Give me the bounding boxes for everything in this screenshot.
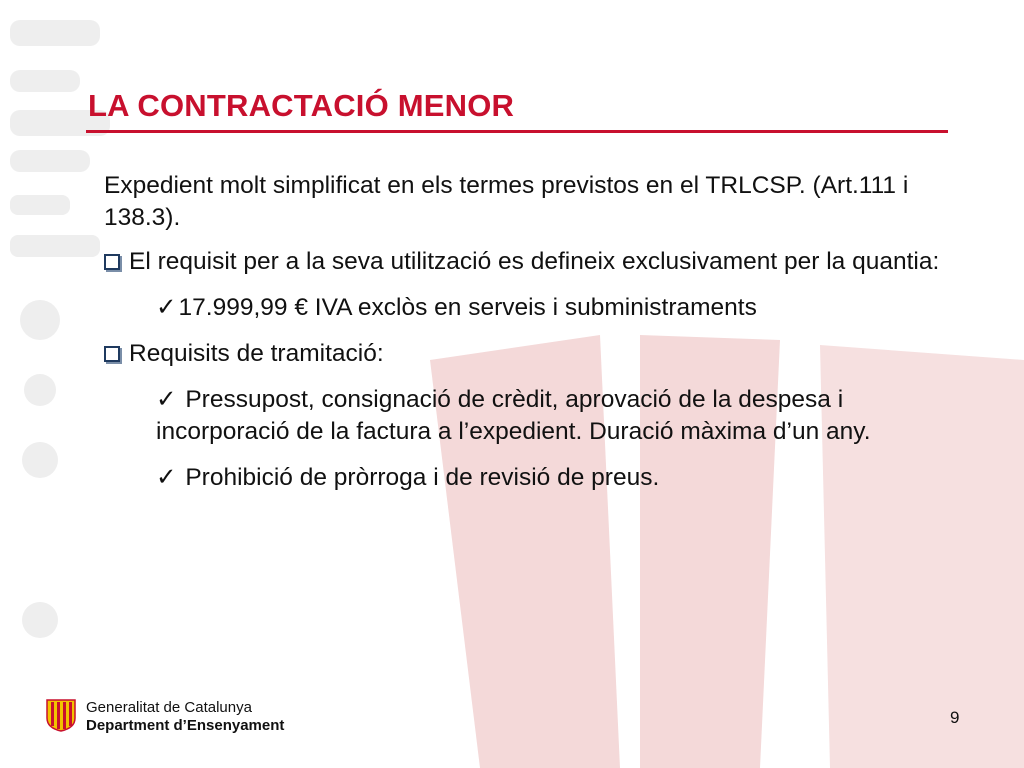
sub-bullet-text: 17.999,99 € IVA exclòs en serveis i subministraments bbox=[178, 294, 757, 321]
intro-paragraph: Expedient molt simplificat en els termes previstos en el TRLCSP. (Art.111 i 138.3). bbox=[104, 172, 909, 231]
sub-bullet-budget bbox=[156, 384, 964, 448]
footer-organization bbox=[86, 699, 284, 735]
org-name: Generalitat de Catalunya bbox=[86, 699, 252, 716]
checkmark-icon: ✓ bbox=[156, 386, 177, 413]
checkbox-bullet-icon bbox=[104, 346, 120, 362]
generalitat-logo-icon bbox=[45, 698, 77, 732]
slide-title: LA CONTRACTACIÓ MENOR bbox=[88, 88, 515, 123]
bullet-text: El requisit per a la seva utilització es defineix exclusivament per la quantia: bbox=[129, 248, 940, 275]
sub-bullet-threshold bbox=[156, 292, 964, 324]
bullet-quantity-requirement bbox=[104, 246, 964, 278]
sub-bullet-text: Pressupost, consignació de crèdit, aprovació de la despesa i incorporació de la factura a l’expedient. Duració màxima d’un any. bbox=[156, 386, 871, 445]
title-divider bbox=[86, 130, 948, 133]
page-number: 9 bbox=[950, 708, 960, 727]
sub-bullet-extension bbox=[156, 462, 964, 494]
checkbox-bullet-icon bbox=[104, 254, 120, 270]
department-name: Department d’Ensenyament bbox=[86, 717, 285, 734]
slide-content bbox=[104, 170, 964, 494]
bullet-processing-requirements bbox=[104, 338, 964, 370]
bullet-text: Requisits de tramitació: bbox=[129, 340, 384, 367]
checkmark-icon: ✓ bbox=[156, 294, 177, 321]
checkmark-icon: ✓ bbox=[156, 464, 177, 491]
sub-bullet-text: Prohibició de pròrroga i de revisió de preus. bbox=[178, 464, 660, 491]
